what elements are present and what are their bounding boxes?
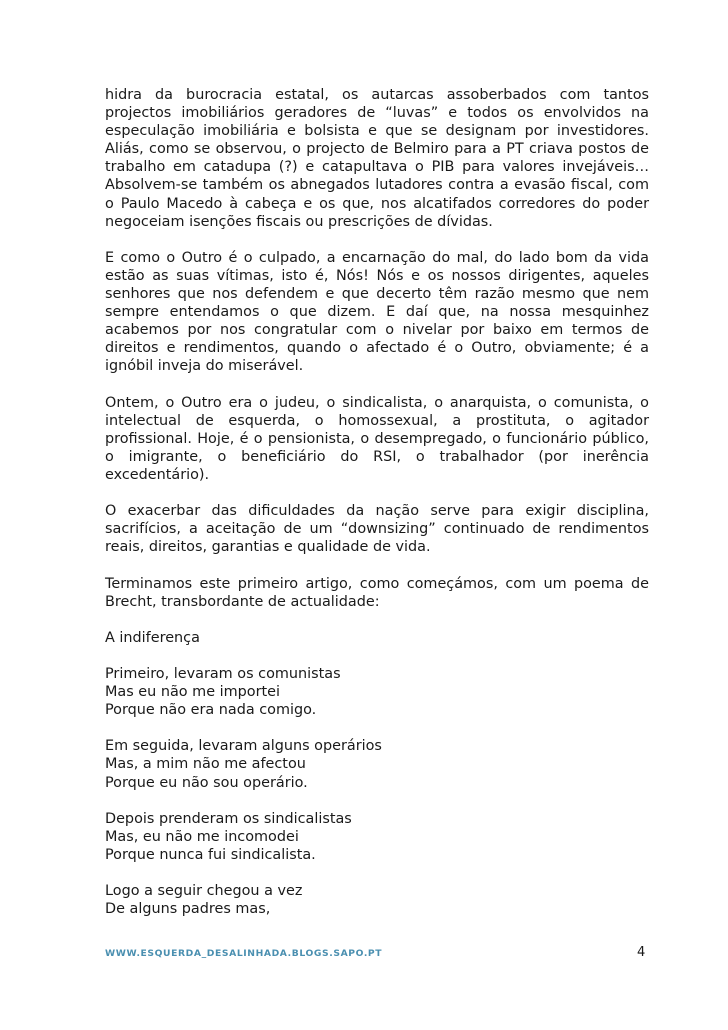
poem-verse: Primeiro, levaram os comunistas (105, 666, 341, 682)
poem-verse: De alguns padres mas, (105, 901, 271, 918)
paragraph-4: O exacerbar das dificuldades da nação serve para exigir disciplina, sacrifícios, a aceitação de um “downsizing” continuado de rendimentos reais, direitos, garantias e qualidade de vida. (105, 503, 649, 556)
poem-title: A indiferença (105, 629, 200, 646)
paragraph-5: Terminamos este primeiro artigo, como começámos, com um poema de Brecht, transbordante de actualidade: (105, 575, 649, 610)
poem-verse: Depois prenderam os sindicalistas (105, 810, 352, 827)
paragraph-1: hidra da burocracia estatal, os autarcas assoberbados com tantos projectos imobiliários geradores de “luvas” e todos os envolvidos na especulação imobiliária e bolsista e que se designam por investidores. Aliás, como se observou, o projecto de Belmiro para a PT criava postos de trabalho em catadupa (?) e catapultava o PIB para valores invejáveis… Absolvem-se também os abnegados lutadores contra a evasão fiscal, com o Paulo Macedo à cabeça e os que, nos alcatifados corredores do poder negoceiam isenções fiscais ou prescrições de dívidas. (105, 87, 649, 230)
poem-verse: Porque eu não sou operário. (105, 774, 308, 791)
poem-stanza-3 (105, 810, 649, 864)
poem-verse: Mas eu não me importei (105, 684, 280, 701)
paragraph-2: E como o Outro é o culpado, a encarnação do mal, do lado bom da vida estão as suas vítimas, isto é, Nós! Nós e os nossos dirigentes, aqueles senhores que nos defendem e que decerto têm razão mesmo que nem sempre entendamos o que dizem. E daí que, na nossa mesquinhez acabemos por nos congratular com o nivelar por baixo em termos de direitos e rendimentos, quando o afectado é o Outro, obviamente; é a ignóbil inveja do miserável. (105, 249, 649, 375)
poem-stanza-1 (105, 665, 649, 719)
poem-verse: Logo a seguir chegou a vez (105, 883, 303, 900)
footer-blog-link[interactable]: WWW.ESQUERDA_DESALINHADA.BLOGS.SAPO.PT (105, 948, 383, 959)
poem-verse: Em seguida, levaram alguns operários (105, 738, 382, 755)
paragraph-3: Ontem, o Outro era o judeu, o sindicalista, o anarquista, o comunista, o intelectual de esquerda, o homossexual, a prostituta, o agitador profissional. Hoje, é o pensionista, o desempregado, o funcionário público, o imigrante, o beneficiário do RSI, o trabalhador (por inerência excedentário). (105, 394, 649, 483)
poem-verse: Porque nunca fui sindicalista. (105, 846, 316, 863)
poem-verse: Mas, a mim não me afectou (105, 756, 306, 773)
page-number: 4 (637, 945, 646, 960)
poem-stanza-4 (105, 882, 649, 918)
poem-stanza-2 (105, 737, 649, 791)
poem-verse: Porque não era nada comigo. (105, 702, 317, 719)
poem-verse: Mas, eu não me incomodei (105, 828, 299, 845)
page-body (105, 86, 649, 936)
